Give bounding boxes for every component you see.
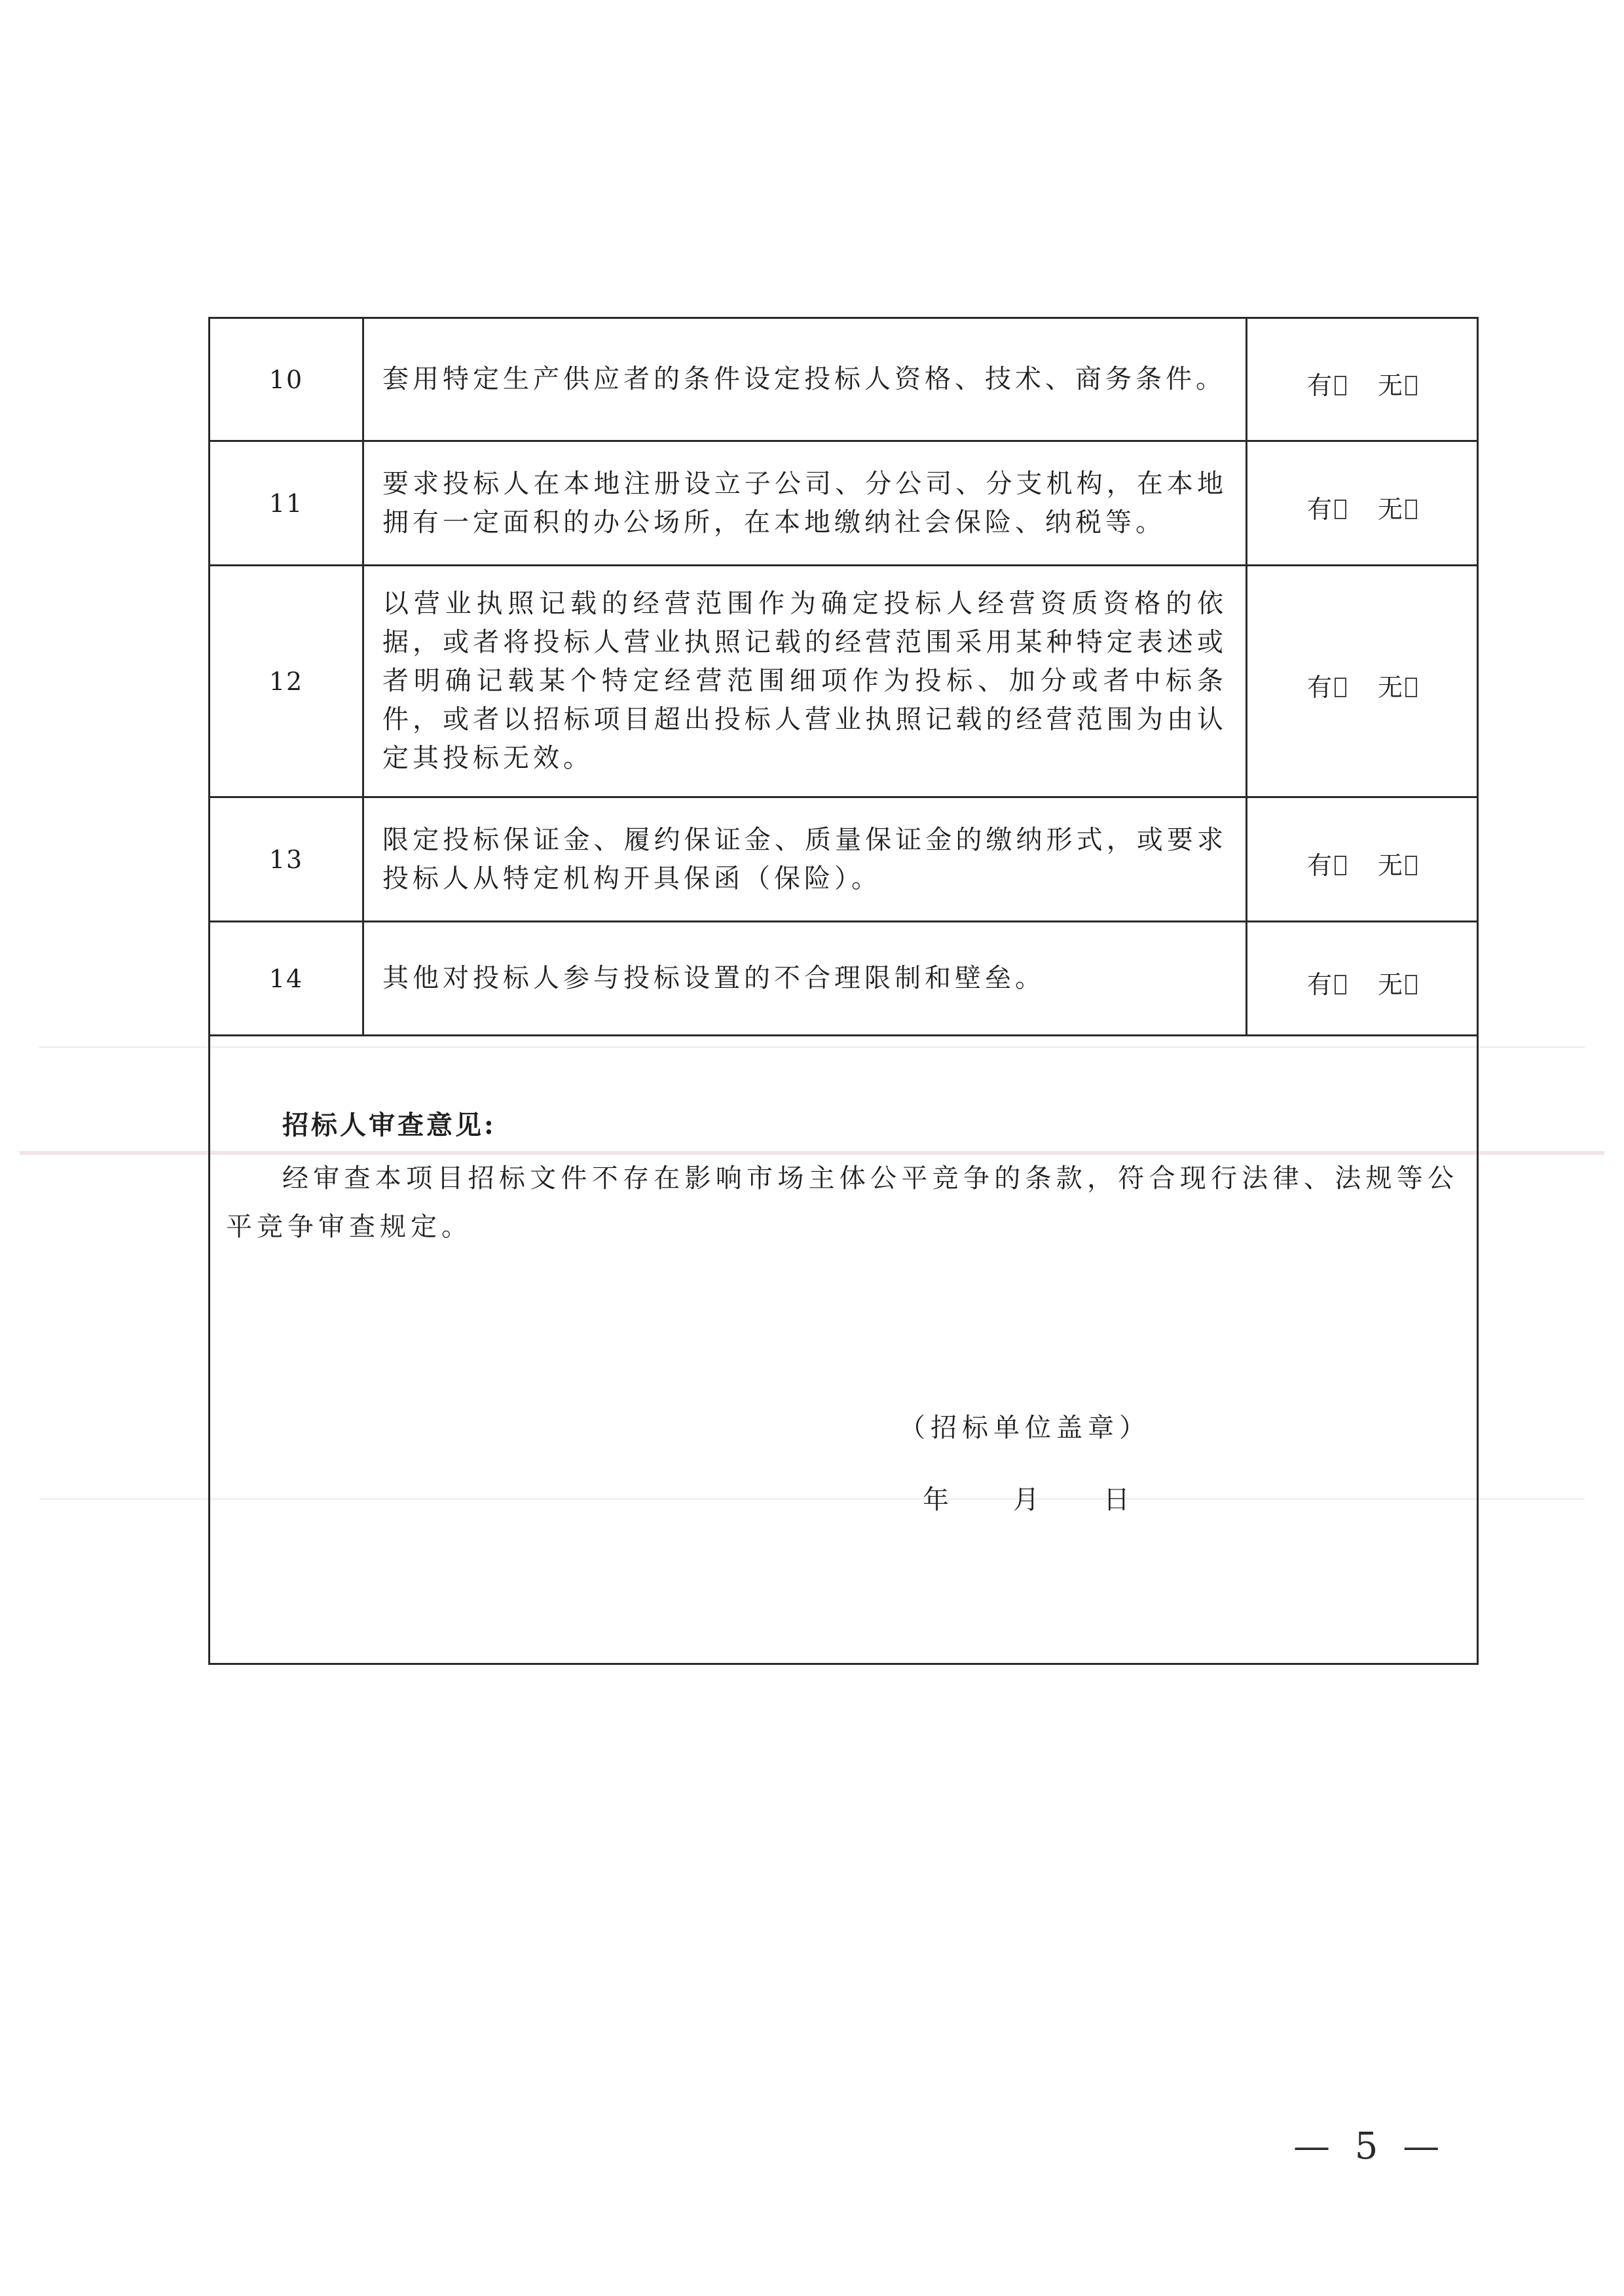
checkbox-icon[interactable]	[1335, 500, 1346, 519]
option-no[interactable]	[1378, 845, 1417, 881]
option-no[interactable]	[1378, 489, 1417, 525]
option-cell	[1247, 441, 1478, 566]
option-yes[interactable]	[1307, 845, 1346, 881]
checkbox-icon[interactable]	[1335, 678, 1346, 697]
review-table	[208, 317, 1479, 1665]
checkbox-icon[interactable]	[1405, 376, 1417, 395]
option-yes-label: 有	[1306, 673, 1332, 702]
option-no-label: 无	[1378, 495, 1403, 524]
option-cell	[1247, 797, 1478, 922]
option-yes-label: 有	[1306, 851, 1332, 880]
opinion-row	[210, 1036, 1478, 1664]
option-yes-label: 有	[1306, 970, 1332, 999]
row-number: 13	[210, 797, 363, 922]
date-day: 日	[1103, 1485, 1130, 1515]
row-description: 限定投标保证金、履约保证金、质量保证金的缴纳形式，或要求投标人从特定机构开具保函（保险）。	[363, 797, 1247, 922]
checkbox-icon[interactable]	[1405, 500, 1417, 519]
table-row	[210, 566, 1478, 797]
option-cell	[1247, 566, 1478, 797]
option-no[interactable]	[1378, 667, 1417, 703]
opinion-cell	[210, 1036, 1478, 1664]
option-cell	[1247, 922, 1478, 1036]
row-description: 套用特定生产供应者的条件设定投标人资格、技术、商务条件。	[363, 318, 1247, 441]
option-yes[interactable]	[1307, 667, 1346, 703]
checkbox-icon[interactable]	[1405, 856, 1417, 875]
option-no-label: 无	[1378, 851, 1403, 880]
row-number: 11	[210, 441, 363, 566]
page-number: — 5 —	[1293, 2125, 1447, 2168]
table-row	[210, 922, 1478, 1036]
option-yes[interactable]	[1307, 489, 1346, 525]
option-yes[interactable]	[1307, 964, 1346, 1000]
checkbox-icon[interactable]	[1335, 975, 1346, 994]
checkbox-icon[interactable]	[1405, 975, 1417, 994]
table-row	[210, 797, 1478, 922]
row-number: 12	[210, 566, 363, 797]
row-description: 要求投标人在本地注册设立子公司、分公司、分支机构，在本地拥有一定面积的办公场所，在本地缴纳社会保险、纳税等。	[363, 441, 1247, 566]
row-number: 14	[210, 922, 363, 1036]
option-yes-label: 有	[1306, 371, 1332, 400]
opinion-text: 经审查本项目招标文件不存在影响市场主体公平竞争的条款，符合现行法律、法规等公平竞争审查规定。	[226, 1163, 1458, 1242]
date-month: 月	[1013, 1485, 1039, 1515]
option-cell	[1247, 318, 1478, 441]
date-year: 年	[923, 1485, 949, 1515]
checkbox-icon[interactable]	[1335, 376, 1346, 395]
option-no-label: 无	[1378, 673, 1403, 702]
row-description: 其他对投标人参与投标设置的不合理限制和壁垒。	[363, 922, 1247, 1036]
option-yes[interactable]	[1307, 365, 1346, 401]
option-no-label: 无	[1378, 970, 1403, 999]
row-description: 以营业执照记载的经营范围作为确定投标人经营资质资格的依据，或者将投标人营业执照记载的经营范围采用某种特定表述或者明确记载某个特定经营范围细项作为投标、加分或者中标条件，或者以招标项目超出投标人营业执照记载的经营范围为由认定其投标无效。	[363, 566, 1247, 797]
table-row	[210, 441, 1478, 566]
checkbox-icon[interactable]	[1335, 856, 1346, 875]
option-no-label: 无	[1378, 371, 1403, 400]
table-row	[210, 318, 1478, 441]
seal-label: （招标单位盖章）	[899, 1413, 1151, 1443]
option-no[interactable]	[1378, 964, 1417, 1000]
opinion-title: 招标人审查意见:	[282, 1110, 496, 1140]
date-line	[923, 1479, 1194, 1516]
row-number: 10	[210, 318, 363, 441]
option-no[interactable]	[1378, 365, 1417, 401]
checkbox-icon[interactable]	[1405, 678, 1417, 697]
option-yes-label: 有	[1306, 495, 1332, 524]
